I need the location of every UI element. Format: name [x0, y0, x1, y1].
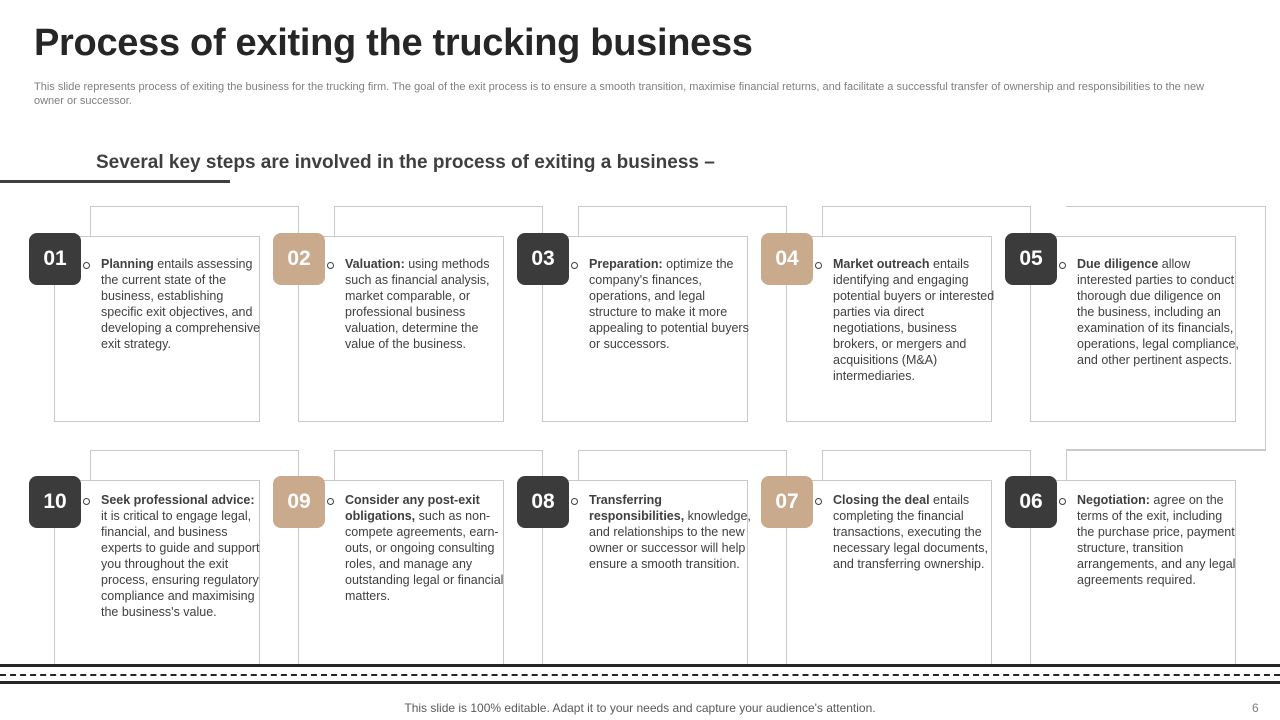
connector-frame: [334, 206, 543, 237]
step-description: [101, 492, 263, 620]
step-title: Transferring responsibilities,: [589, 493, 685, 523]
bullet-icon: [815, 498, 822, 505]
step-body: entails assessing the current state of the business, establishing specific exit objectives, and developing a comprehensive exit strategy.: [101, 257, 261, 351]
step-body: entails identifying and engaging potential buyers or interested parties via direct negotiations, business brokers, or mergers and acquisitions (M&A) intermediaries.: [833, 257, 995, 383]
step-body: allow interested parties to conduct thorough due diligence on the business, including an examination of its financials, operations, legal compliance, and other pertinent aspects.: [1077, 257, 1239, 367]
step-title: Negotiation:: [1077, 493, 1150, 507]
connector-frame: [578, 450, 787, 481]
step-description: [589, 256, 751, 352]
step-number-badge: 09: [273, 476, 325, 528]
step-body: optimize the company's finances, operations, and legal structure to make it more appealing to potential buyers or successors.: [589, 257, 749, 351]
connector-frame: [334, 450, 543, 481]
step-number-badge: 05: [1005, 233, 1057, 285]
step-number-badge: 06: [1005, 476, 1057, 528]
step-title: Preparation:: [589, 257, 663, 271]
connector-frame: [578, 206, 787, 237]
step-body: agree on the terms of the exit, including the purchase price, payment structure, transition arrangements, and any legal agreements required.: [1077, 493, 1236, 587]
step-title: Valuation:: [345, 257, 405, 271]
slide-footer: This slide is 100% editable. Adapt it to your needs and capture your audience's attention.: [404, 701, 876, 715]
step-title: Planning: [101, 257, 154, 271]
bullet-icon: [327, 498, 334, 505]
step-body: such as non-compete agreements, earn-outs, or ongoing consulting roles, and manage any outstanding legal or financial matters.: [345, 509, 504, 603]
bullet-icon: [327, 262, 334, 269]
step-body: knowledge, and relationships to the new owner or successor will help ensure a smooth transition.: [589, 509, 751, 571]
step-number-badge: 07: [761, 476, 813, 528]
step-body: entails completing the financial transactions, executing the necessary legal documents, and transferring ownership.: [833, 493, 988, 571]
bullet-icon: [83, 262, 90, 269]
bullet-icon: [1059, 498, 1066, 505]
step-title: Consider any post-exit obligations,: [345, 493, 480, 523]
step-number-badge: 04: [761, 233, 813, 285]
connector-frame: [90, 206, 299, 237]
step-description: [589, 492, 751, 572]
step-description: [345, 492, 507, 604]
connector-frame: [822, 450, 1031, 481]
step-description: [1077, 256, 1239, 368]
step-description: [833, 492, 995, 572]
bullet-icon: [815, 262, 822, 269]
step-body: it is critical to engage legal, financial, and business experts to guide and support you throughout the exit process, ensuring regulatory compliance and maximising the business's value.: [101, 509, 260, 619]
bullet-icon: [1059, 262, 1066, 269]
step-number-badge: 08: [517, 476, 569, 528]
step-number-badge: 03: [517, 233, 569, 285]
step-title: Closing the deal: [833, 493, 930, 507]
step-body: using methods such as financial analysis, market comparable, or professional business valuation, determine the value of the business.: [345, 257, 490, 351]
heading-underline: [0, 180, 230, 183]
step-title: Market outreach: [833, 257, 930, 271]
road-lane-markings: [0, 674, 1280, 676]
step-description: [345, 256, 507, 352]
connector-frame: [1066, 450, 1266, 481]
step-description: [833, 256, 995, 384]
bullet-icon: [83, 498, 90, 505]
bullet-icon: [571, 262, 578, 269]
step-number-badge: 01: [29, 233, 81, 285]
step-number-badge: 10: [29, 476, 81, 528]
step-title: Seek professional advice:: [101, 493, 255, 507]
step-number-badge: 02: [273, 233, 325, 285]
step-description: [1077, 492, 1239, 588]
step-title: Due diligence: [1077, 257, 1159, 271]
step-description: [101, 256, 263, 352]
road-graphic: [0, 664, 1280, 684]
page-number: 6: [1252, 701, 1259, 715]
slide-subtitle: This slide represents process of exiting the business for the trucking firm. The goal of the exit process is to ensure a smooth transition, maximise financial returns, and facilitate a successful transfer of ownership and responsibilities to the new owner or successor.: [34, 81, 1205, 107]
connector-frame: [90, 450, 299, 481]
slide-title: Process of exiting the trucking business: [34, 22, 753, 64]
connector-frame: [822, 206, 1031, 237]
section-heading: Several key steps are involved in the process of exiting a business –: [96, 152, 715, 173]
bullet-icon: [571, 498, 578, 505]
